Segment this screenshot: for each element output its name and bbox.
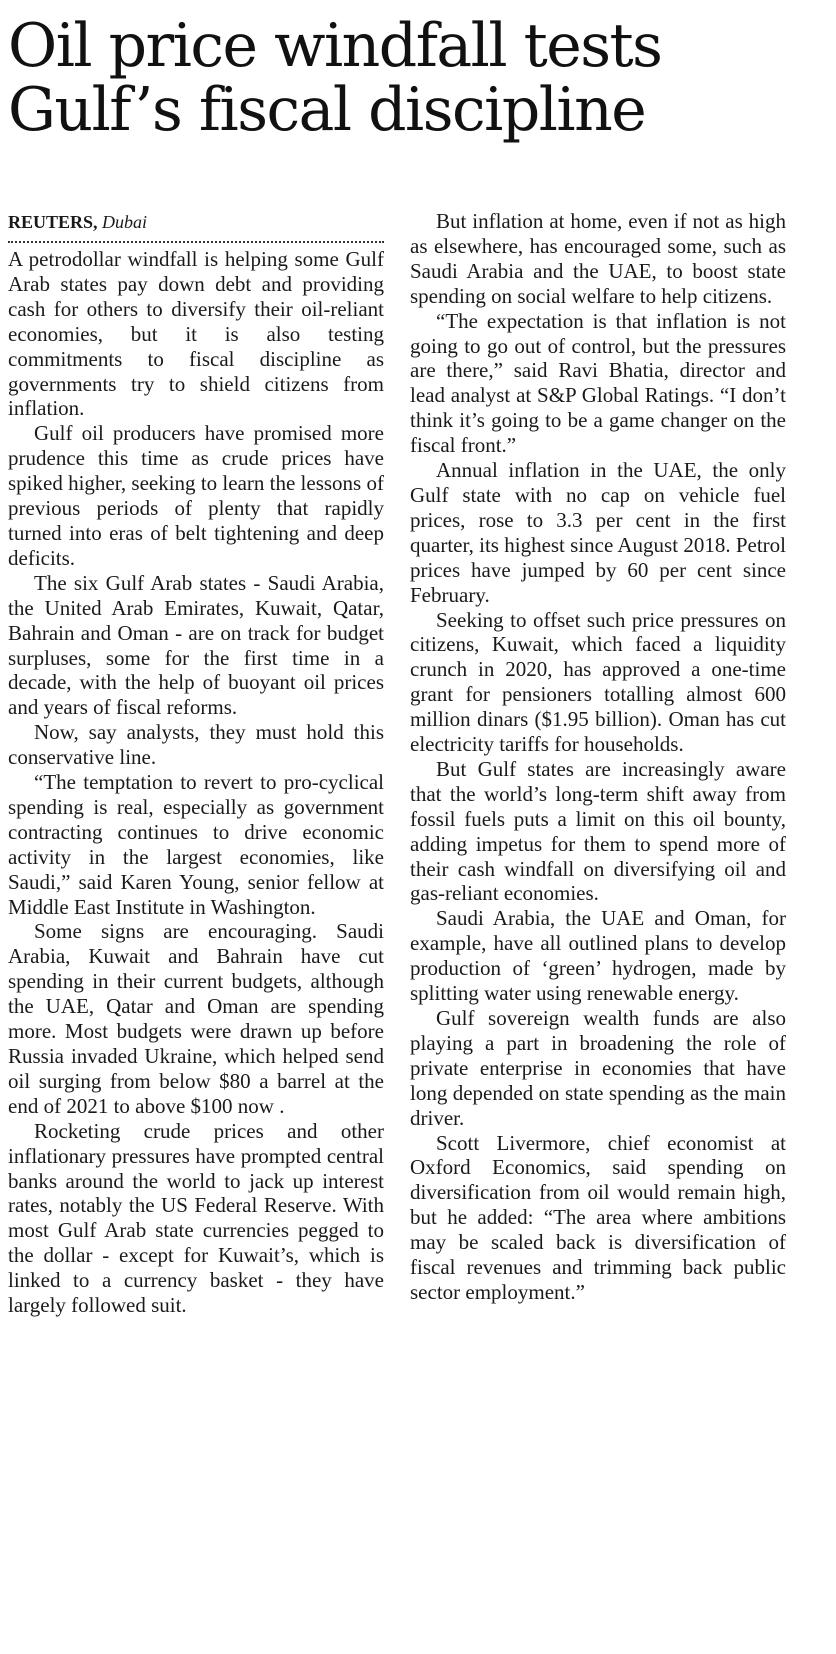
byline-agency: REUTERS,: [8, 212, 98, 232]
byline-location: Dubai: [102, 212, 148, 232]
article-paragraph: Annual inflation in the UAE, the only Gulf state with no cap on vehicle fuel prices, rose to 3.3 per cent in the first quarter, its highest since August 2018. Petrol prices have jumped by 60 per cent since February.: [410, 458, 786, 607]
byline: [8, 209, 384, 243]
article-paragraph: Some signs are encouraging. Saudi Arabia, Kuwait and Bahrain have cut spending in their current budgets, although the UAE, Qatar and Oman are spending more. Most budgets were drawn up before Russia invaded Ukraine, which helped send oil surging from below $80 a barrel at the end of 2021 to above $100 now .: [8, 919, 384, 1118]
article-paragraph: Saudi Arabia, the UAE and Oman, for example, have all outlined plans to develop production of ‘green’ hydrogen, made by splitting water using renewable energy.: [410, 906, 786, 1006]
article-paragraph: Gulf oil producers have promised more prudence this time as crude prices have spiked higher, seeking to learn the lessons of previous periods of plenty that rapidly turned into eras of belt tightening and deep deficits.: [8, 421, 384, 570]
article-paragraph: But inflation at home, even if not as high as elsewhere, has encouraged some, such as Saudi Arabia and the UAE, to boost state spending on social welfare to help citizens.: [410, 209, 786, 308]
article-paragraph: A petrodollar windfall is helping some Gulf Arab states pay down debt and providing cash for others to diversify their oil-reliant economies, but it is also testing commitments to fiscal discipline as governments try to shield citizens from inflation.: [8, 247, 384, 421]
article-paragraph: The six Gulf Arab states - Saudi Arabia, the United Arab Emirates, Kuwait, Qatar, Bahrain and Oman - are on track for budget surpluses, some for the first time in a decade, with the help of buoyant oil prices and years of fiscal reforms.: [8, 570, 384, 720]
article-paragraph: “The expectation is that inflation is not going to go out of control, but the pressures are there,” said Ravi Bhatia, director and lead analyst at S&P Global Ratings. “I don’t think it’s going to be a game changer on the fiscal front.”: [410, 308, 786, 458]
article-paragraph: Scott Livermore, chief economist at Oxford Economics, said spending on diversification from oil would remain high, but he added: “The area where ambitions may be scaled back is diversification of fiscal revenues and trimming back public sector employment.”: [410, 1130, 786, 1304]
article-paragraph: Now, say analysts, they must hold this conservative line.: [8, 720, 384, 770]
article-paragraph: But Gulf states are increasingly aware that the world’s long-term shift away from fossil fuels puts a limit on this oil bounty, adding impetus for them to spend more of their cash windfall on diversifying oil and gas-reliant economies.: [410, 756, 786, 906]
article-column-left: [8, 209, 384, 1318]
article-paragraph: “The temptation to revert to pro-cyclical spending is real, especially as government contracting continues to drive economic activity in the largest economies, like Saudi,” said Karen Young, senior fellow at Middle East Institute in Washington.: [8, 770, 384, 919]
headline: Oil price windfall tests Gulf’s fiscal discipline: [8, 11, 662, 145]
article-paragraph: Rocketing crude prices and other inflationary pressures have prompted central banks around the world to jack up interest rates, notably the US Federal Reserve. With most Gulf Arab state currencies pegged to the dollar - except for Kuwait’s, which is linked to a currency basket - they have largely followed suit.: [8, 1118, 384, 1318]
article-paragraph: Gulf sovereign wealth funds are also playing a part in broadening the role of private enterprise in economies that have long depended on state spending as the main driver.: [410, 1006, 786, 1130]
article-paragraph: Seeking to offset such price pressures on citizens, Kuwait, which faced a liquidity crunch in 2020, has approved a one-time grant for pensioners totalling almost 600 million dinars ($1.95 billion). Oman has cut electricity tariffs for households.: [410, 607, 786, 757]
article-column-right: [410, 209, 786, 1305]
